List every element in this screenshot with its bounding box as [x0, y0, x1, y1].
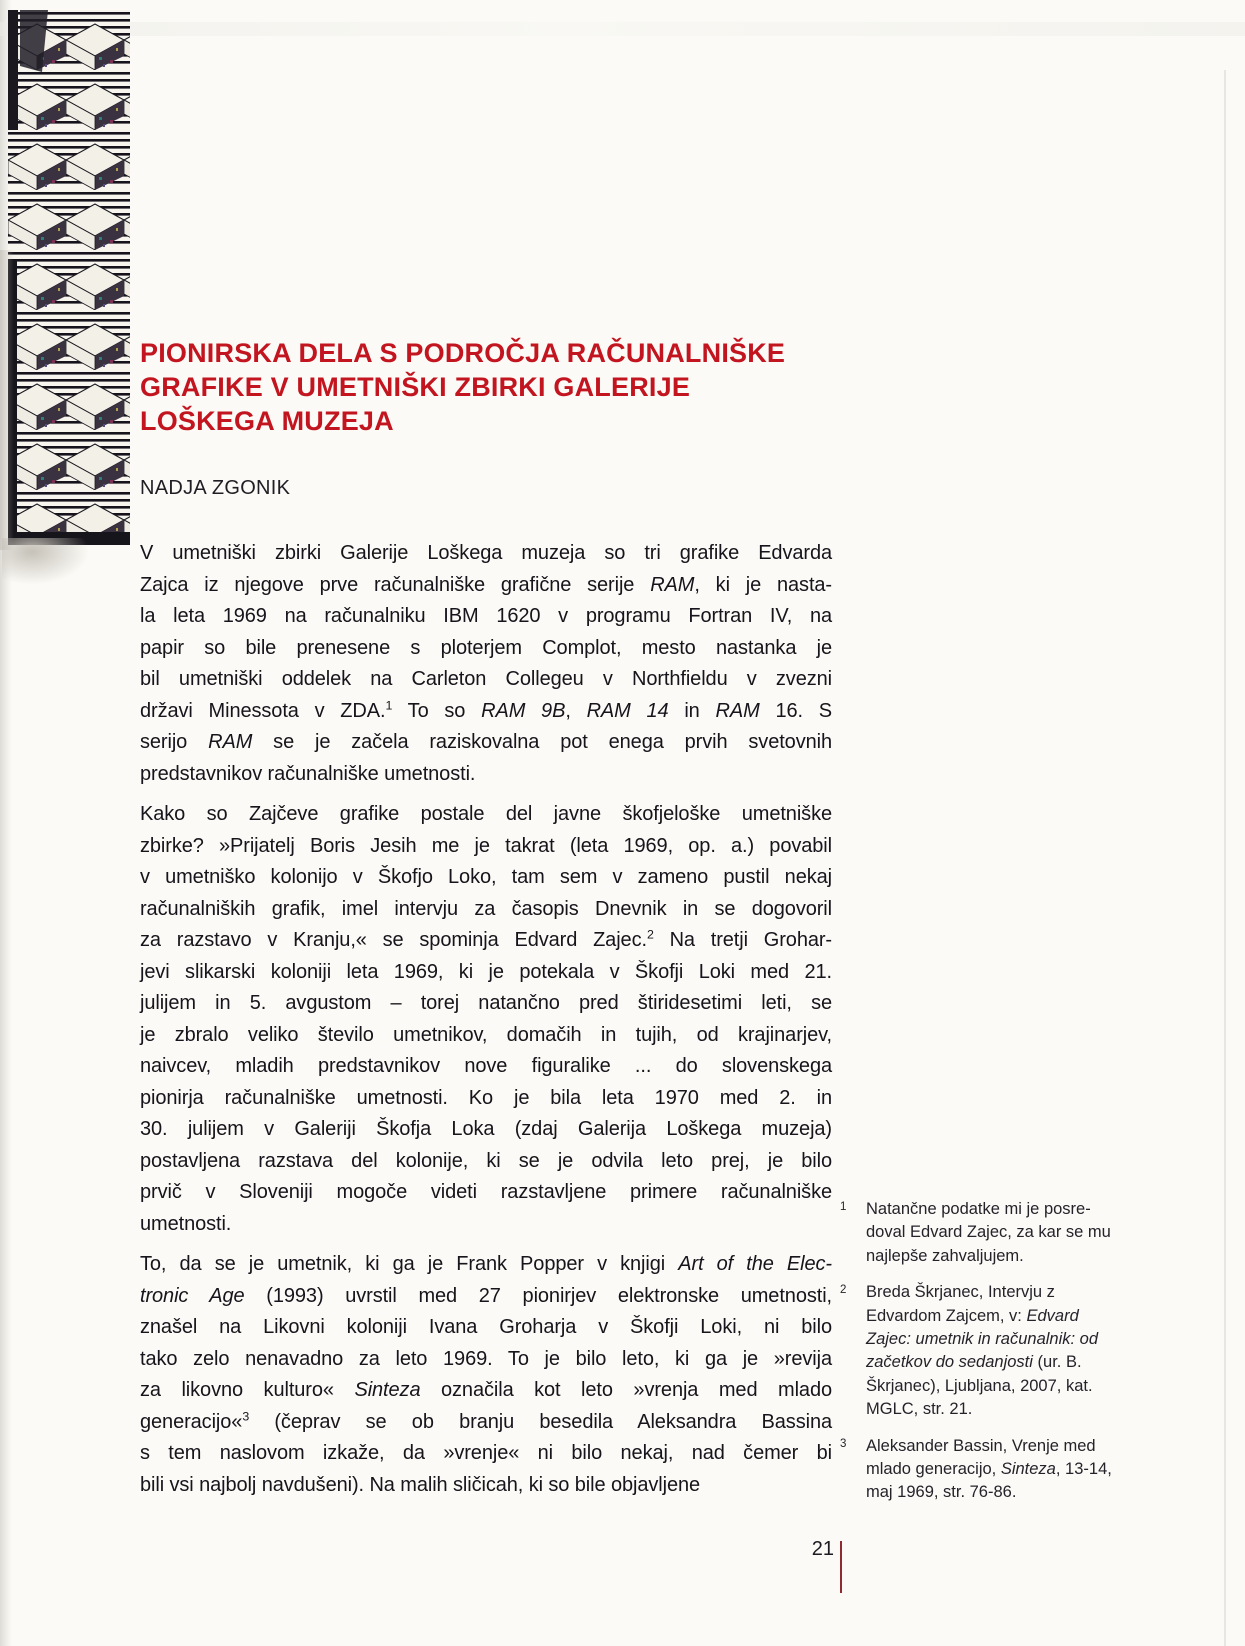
text-segment: za razstavo v Kranju,« se spominja Edvard Zajec. — [140, 929, 647, 951]
text-line — [140, 1249, 832, 1281]
text-line — [140, 988, 832, 1020]
text-segment: RAM 9B — [481, 699, 566, 722]
text-segment: maj 1969, str. 76-86. — [866, 1483, 1017, 1502]
footnote — [840, 1435, 1172, 1505]
text-line — [140, 862, 832, 894]
footnote-line — [866, 1435, 1172, 1458]
text-segment: bili vsi najbolj navdušeni). Na malih sličicah, ki so bile objavljene — [140, 1473, 701, 1496]
text-segment: MGLC, str. 21. — [866, 1400, 973, 1419]
text-segment: doval Edvard Zajec, za kar se mu — [866, 1223, 1111, 1242]
text-line — [140, 1177, 832, 1209]
text-segment: Kako so Zajčeve grafike postale del javne škofjeloške umetniške — [140, 803, 832, 825]
text-segment: tronic Age — [140, 1284, 245, 1307]
text-segment: za likovno kulturo« — [140, 1379, 355, 1401]
text-segment: pionirja računalniške umetnosti. Ko je bila leta 1970 med 2. in — [140, 1086, 832, 1109]
footnotes — [840, 1198, 1172, 1518]
footnote-line — [866, 1398, 1172, 1421]
text-segment: V umetniški zbirki Galerije Loškega muzeja so tri grafike Edvarda — [140, 542, 832, 564]
paragraph — [140, 799, 832, 1240]
page-edge-line-right — [1224, 70, 1226, 1646]
computer-graphic-strip — [8, 10, 130, 545]
text-segment: prvič v Sloveniji mogoče videti razstavljene primere računalniške — [140, 1181, 832, 1203]
title-line: GRAFIKE V UMETNIŠKI ZBIRKI GALERIJE — [140, 372, 691, 402]
footnote-line — [866, 1281, 1172, 1304]
text-line — [140, 1470, 832, 1502]
text-segment: mlado generacijo, — [866, 1460, 1001, 1479]
text-segment: (čeprav se ob branju besedila Aleksandra Bassina — [249, 1410, 832, 1433]
footnote-line — [866, 1305, 1172, 1328]
text-line — [140, 894, 832, 926]
title-line: PIONIRSKA DELA S PODROČJA RAČUNALNIŠKE — [140, 338, 786, 368]
article-title — [140, 336, 840, 438]
text-segment: Edvard — [1026, 1306, 1079, 1325]
text-segment: zbirke? »Prijatelj Boris Jesih me je takrat (leta 1969, op. a.) povabil — [140, 834, 832, 857]
text-segment: Natančne podatke mi je posre- — [866, 1200, 1091, 1218]
text-segment: serijo — [140, 731, 209, 753]
title-line: LOŠKEGA MUZEJA — [140, 406, 394, 436]
text-segment: la leta 1969 na računalniku IBM 1620 v programu Fortran IV, na — [140, 605, 832, 627]
footnote — [840, 1198, 1172, 1268]
text-segment: , 13-14, — [1055, 1460, 1112, 1479]
text-segment: Zajec: umetnik in računalnik: od — [866, 1330, 1099, 1349]
text-line — [140, 759, 832, 791]
text-segment: in — [668, 699, 716, 722]
text-line — [140, 1020, 832, 1052]
text-segment: Sinteza — [1000, 1460, 1056, 1479]
strip-shadow-left — [0, 250, 14, 550]
text-segment: Sinteza — [354, 1379, 421, 1401]
text-line — [140, 696, 832, 728]
text-line — [140, 831, 832, 863]
text-line — [140, 727, 832, 759]
footnote — [840, 1281, 1172, 1421]
text-segment: začetkov do sedanjosti — [866, 1353, 1033, 1372]
author-name: NADJA ZGONIK — [140, 477, 291, 499]
footnote-line — [866, 1221, 1172, 1244]
text-segment: 16. S — [759, 699, 832, 722]
text-line — [140, 1146, 832, 1178]
page-number: 21 — [811, 1538, 834, 1560]
footnote-line — [866, 1458, 1172, 1481]
footnote-line — [866, 1245, 1172, 1268]
text-line — [140, 1344, 832, 1376]
footnote-line — [866, 1481, 1172, 1504]
text-segment: papir so bile prenesene s ploterjem Complot, mesto nastanka je — [140, 636, 832, 659]
text-segment: znašel na Likovni koloniji Ivana Groharja v Škofji Loki, ni bilo — [140, 1316, 832, 1338]
scan-band-top — [0, 22, 1245, 36]
text-segment: v umetniško kolonijo v Škofjo Loko, tam sem v zameno pustil nekaj — [140, 866, 832, 888]
text-segment: RAM — [650, 573, 695, 596]
footnote-reference: 2 — [646, 927, 654, 942]
text-segment: To so — [392, 699, 482, 722]
text-segment: RAM — [208, 731, 253, 753]
page-number-block — [740, 1538, 834, 1561]
footnote-reference: 1 — [385, 697, 393, 712]
text-segment: Škrjanec), Ljubljana, 2007, kat. — [866, 1376, 1093, 1395]
footnote-text — [866, 1198, 1172, 1268]
text-line — [140, 538, 832, 570]
text-segment: (ur. B. — [1032, 1353, 1082, 1372]
text-line — [140, 601, 832, 633]
paragraph — [140, 1249, 832, 1501]
text-line — [140, 1051, 832, 1083]
text-line — [140, 1375, 832, 1407]
article-body — [140, 538, 832, 1510]
text-line — [140, 1281, 832, 1313]
text-line — [140, 957, 832, 989]
article-header — [140, 336, 840, 500]
text-segment: tako zelo nenavadno za leto 1969. To je bilo leto, ki ga je »revija — [140, 1347, 832, 1370]
text-line — [140, 1407, 832, 1439]
text-segment: naivcev, mladih predstavnikov nove figuralike ... do slovenskega — [140, 1055, 832, 1077]
text-line — [140, 1209, 832, 1241]
footnote-line — [866, 1351, 1172, 1374]
text-segment: Art of the Elec- — [678, 1253, 832, 1275]
footnote-marker: 2 — [840, 1284, 847, 1297]
text-segment: (1993) uvrstil med 27 pionirjev elektronske umetnosti, — [244, 1284, 832, 1307]
text-line — [140, 1438, 832, 1470]
text-segment: To, da se je umetnik, ki ga je Frank Popper v knjigi — [140, 1253, 679, 1275]
footnote-line — [866, 1198, 1172, 1221]
text-line — [140, 1114, 832, 1146]
text-line — [140, 664, 832, 696]
text-segment: državi Minessota v ZDA. — [140, 699, 386, 722]
text-segment: , — [565, 699, 587, 722]
text-segment: julijem in 5. avgustom – torej natančno pred štiridesetimi leti, se — [140, 992, 832, 1014]
text-line — [140, 633, 832, 665]
text-segment: Na tretji Grohar- — [653, 929, 832, 951]
text-segment: RAM — [715, 699, 760, 722]
text-segment: generacijo« — [140, 1410, 243, 1433]
footnote-text — [866, 1281, 1172, 1421]
footnote-marker: 3 — [840, 1437, 847, 1450]
text-segment: se je začela raziskovalna pot enega prvih svetovnih — [252, 731, 832, 753]
text-segment: 30. julijem v Galeriji Škofja Loka (zdaj Galerija Loškega muzeja) — [140, 1118, 832, 1140]
text-line — [140, 1083, 832, 1115]
text-segment: Zajca iz njegove prve računalniške grafične serije — [140, 573, 651, 596]
footnote-line — [866, 1375, 1172, 1398]
footnote-marker: 1 — [840, 1201, 847, 1213]
text-segment: bil umetniški oddelek na Carleton Collegeu v Northfieldu v zvezni — [140, 668, 832, 690]
text-segment: Aleksander Bassin, Vrenje med — [866, 1436, 1096, 1455]
text-segment: računalniških grafik, imel intervju za časopis Dnevnik in se dogovoril — [140, 897, 832, 920]
text-segment: , ki je nasta- — [694, 573, 832, 596]
strip-shadow — [2, 538, 88, 584]
text-segment: predstavnikov računalniške umetnosti. — [140, 762, 476, 785]
footnote-line — [866, 1328, 1172, 1351]
text-segment: RAM 14 — [586, 699, 669, 722]
page-number-rule — [840, 1541, 842, 1593]
text-segment: Breda Škrjanec, Intervju z — [866, 1283, 1055, 1302]
text-segment: umetnosti. — [140, 1212, 232, 1235]
text-segment: najlepše zahvaljujem. — [866, 1246, 1024, 1265]
text-segment: je zbralo veliko število umetnikov, domačih in tujih, od krajinarjev, — [140, 1023, 832, 1046]
footnote-reference: 3 — [242, 1408, 250, 1423]
text-segment: s tem naslovom izkaže, da »vrenje« ni bilo nekaj, nad čemer bi — [140, 1442, 832, 1464]
paragraph — [140, 538, 832, 790]
text-line — [140, 570, 832, 602]
text-line — [140, 925, 832, 957]
text-line — [140, 799, 832, 831]
isometric-cubes-graphic — [8, 10, 130, 545]
text-segment: postavljena razstava del kolonije, ki se je odvila leto prej, je bilo — [140, 1149, 832, 1172]
text-segment: jevi slikarski koloniji leta 1969, ki je potekala v Škofji Loki med 21. — [140, 960, 832, 983]
footnote-text — [866, 1435, 1172, 1505]
text-segment: označila kot leto »vrenja med mlado — [420, 1379, 832, 1401]
text-line — [140, 1312, 832, 1344]
text-segment: Edvardom Zajcem, v: — [866, 1306, 1027, 1325]
